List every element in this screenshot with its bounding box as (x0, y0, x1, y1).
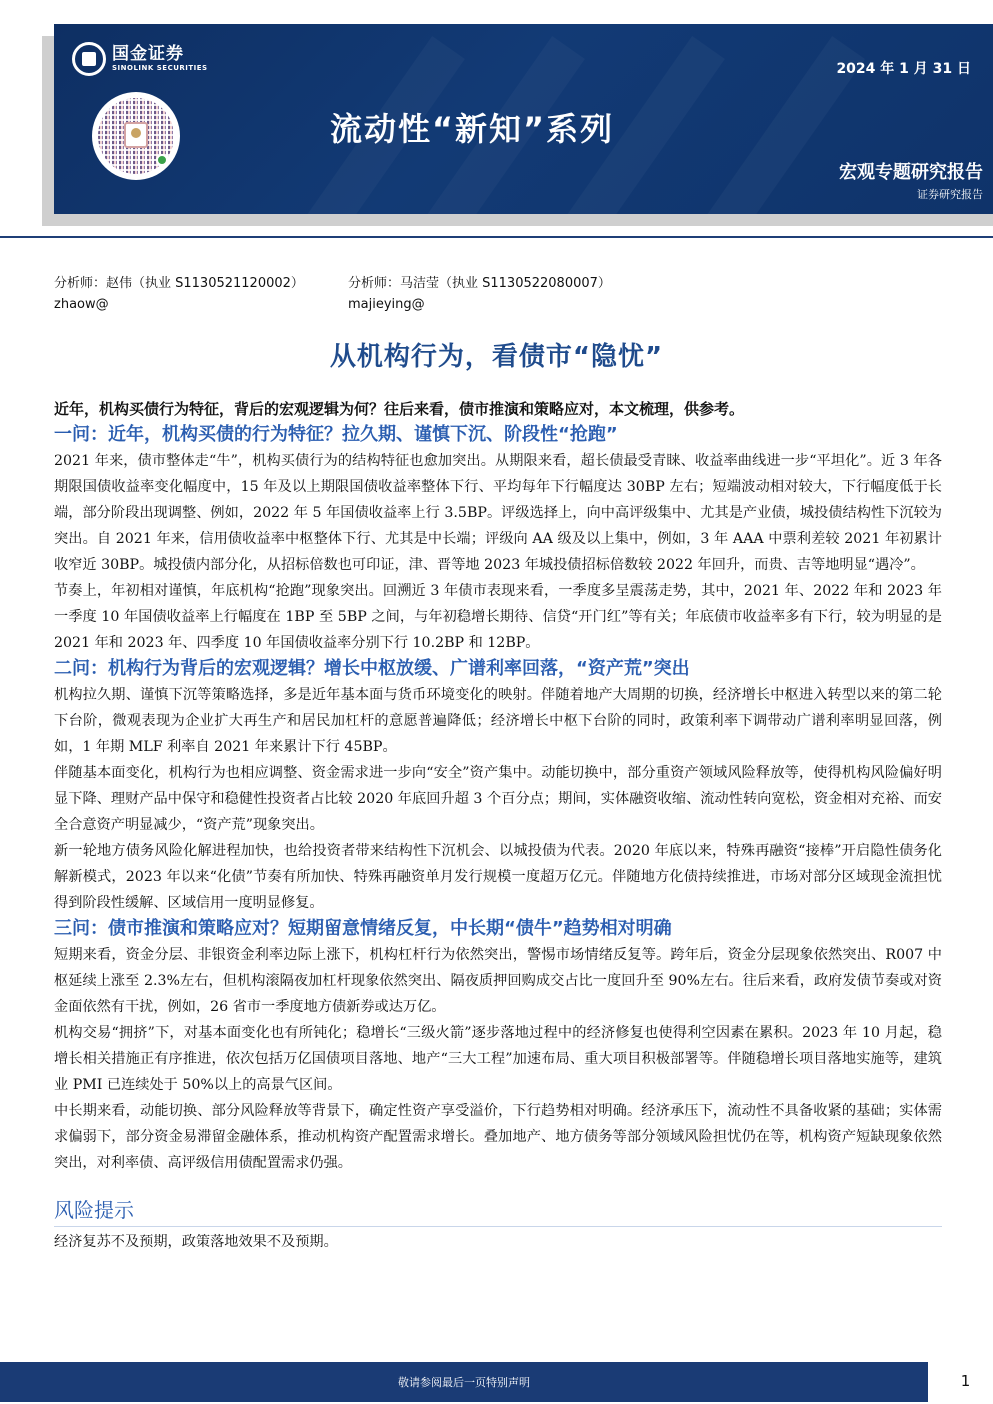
paragraph: 机构拉久期、谨慎下沉等策略选择，多是近年基本面与货币环境变化的映射。伴随着地产大周期的切换，经济增长中枢进入转型以来的第二轮下台阶，微观表现为企业扩大再生产和居民加杠杆的意愿普遍降低；经济增长中枢下台阶的同时，政策利率下调带动广谱利率明显回落，例如，1 年期 MLF 利率自 2021 年来累计下行 45BP。 (54, 687, 942, 755)
footer-disclaimer: 敬请参阅最后一页特别声明 (398, 1376, 530, 1389)
report-subtype: 证券研究报告 (917, 188, 983, 201)
report-title: 从机构行为，看债市“隐忧” (329, 342, 664, 372)
logo-name-en: SINOLINK SECURITIES (112, 64, 208, 72)
analyst (348, 273, 611, 315)
logo-name-cn: 国金证券 (112, 44, 184, 64)
risk-text: 经济复苏不及预期，政策落地效果不及预期。 (54, 1234, 338, 1250)
header-rule (0, 236, 993, 238)
paragraph: 节奏上，年初相对谨慎，年底机构“抢跑”现象突出。回溯近 3 年债市表现来看，一季度多呈震荡走势，其中，2021 年、2022 年和 2023 年一季度 10 年国债收益率上行幅度在 1BP 至 5BP 之间，与年初稳增长期待、信贷“开门红”等有关；年底债市收益率多有下行，较为明显的是 2021 年和 2023 年、四季度 10 年国债收益率分别下行 10.2BP 和 12BP。 (54, 583, 942, 651)
analyst-email: majieying@ (348, 297, 425, 312)
series-title: 流动性“新知”系列 (330, 110, 615, 148)
lead-summary: 近年，机构买债行为特征，背后的宏观逻辑为何？往后来看，债市推演和策略应对，本文梳理，供参考。 (54, 400, 745, 418)
paragraph: 新一轮地方债务风险化解进程加快，也给投资者带来结构性下沉机会、以城投债为代表。2020 年底以来，特殊再融资“接棒”开启隐性债务化解新模式，2023 年以来“化债”节奏有所加快、特殊再融资单月发行规模一度超万亿元。伴随地方化债持续推进，市场对部分区域现金流担忧得到阶段性缓解、区域信用一度明显修复。 (54, 843, 942, 911)
paragraph: 机构交易“拥挤”下，对基本面变化也有所钝化；稳增长“三级火箭”逐步落地过程中的经济修复也使得利空因素在累积。2023 年 10 月起，稳增长相关措施正有序推进，依次包括万亿国债项目落地、地产“三大工程”加速布局、重大项目积极部署等。伴随稳增长项目落地实施等，建筑业 PMI 已连续处于 50%以上的高景气区间。 (54, 1025, 942, 1093)
report-date: 2024 年 1 月 31 日 (836, 61, 971, 77)
paragraph: 伴随基本面变化，机构行为也相应调整、资金需求进一步向“安全”资产集中。动能切换中，部分重资产领域风险释放等，使得机构风险偏好明显下降、理财产品中保守和稳健性投资者占比较 2020 年底回升超 3 个百分点；期间，实体融资收缩、流动性转向宽松，资金相对充裕、而安全合意资产明显减少，“资产荒”现象突出。 (54, 765, 942, 833)
logo-mark-icon (72, 42, 106, 76)
risk-heading: 风险提示 (54, 1198, 134, 1222)
section-heading: 三问：债市推演和策略应对？短期留意情绪反复，中长期“债牛”趋势相对明确 (54, 918, 672, 939)
paragraph: 中长期来看，动能切换、部分风险释放等背景下，确定性资产享受溢价，下行趋势相对明确。经济承压下，流动性不具备收紧的基础；实体需求偏弱下，部分资金易滞留金融体系，推动机构资产配置需求增长。叠加地产、地方债务等部分领域风险担忧仍在等，机构资产短缺现象依然突出，对利率债、高评级信用债配置需求仍强。 (54, 1103, 942, 1171)
analyst-email: zhaow@ (54, 297, 109, 312)
page-number: 1 (960, 1372, 971, 1390)
report-body (54, 396, 942, 1257)
qr-code-icon (92, 92, 180, 180)
report-type: 宏观专题研究报告 (839, 162, 983, 183)
analyst (54, 273, 304, 315)
section-heading: 一问：近年，机构买债的行为特征？拉久期、谨慎下沉、阶段性“抢跑” (54, 424, 618, 445)
analyst-name: 分析师：赵伟（执业 S1130521120002） (54, 276, 304, 291)
paragraph: 2021 年来，债市整体走“牛”，机构买债行为的结构特征也愈加突出。从期限来看，超长债最受青睐、收益率曲线进一步“平坦化”。近 3 年各期限国债收益率变化幅度中，15 年及以上期限国债收益率整体下行、平均每年下行幅度达 30BP 左右；短端波动相对较大，下行幅度低于长端，部分阶段出现调整、例如，2022 年 5 年国债收益率上行 3.5BP。评级选择上，向中高评级集中、尤其是产业债，城投债结构性下沉较为突出。自 2021 年来，信用债收益率中枢整体下行、尤其是中长端；评级向 AA 级及以上集中，例如，3 年 AAA 中票利差较 2021 年初累计收窄近 30BP。城投债内部分化，从招标倍数也可印证，津、晋等地 2023 年城投债招标倍数较 2022 年回升，而贵、吉等地明显“遇冷”。 (54, 453, 942, 573)
section-heading: 二问：机构行为背后的宏观逻辑？增长中枢放缓、广谱利率回落，“资产荒”突出 (54, 658, 690, 679)
paragraph: 短期来看，资金分层、非银资金利率边际上涨下，机构杠杆行为依然突出，警惕市场情绪反复等。跨年后，资金分层现象依然突出、R007 中枢延续上涨至 2.3%左右，但机构滚隔夜加杠杆现象依然突出、隔夜质押回购成交占比一度回升至 90%左右。往后来看，政府发债节奏或对资金面依然有干扰，例如，26 省市一季度地方债新券或达万亿。 (54, 947, 942, 1015)
analyst-name: 分析师：马洁莹（执业 S1130522080007） (348, 276, 611, 291)
sinolink-logo (72, 42, 208, 76)
